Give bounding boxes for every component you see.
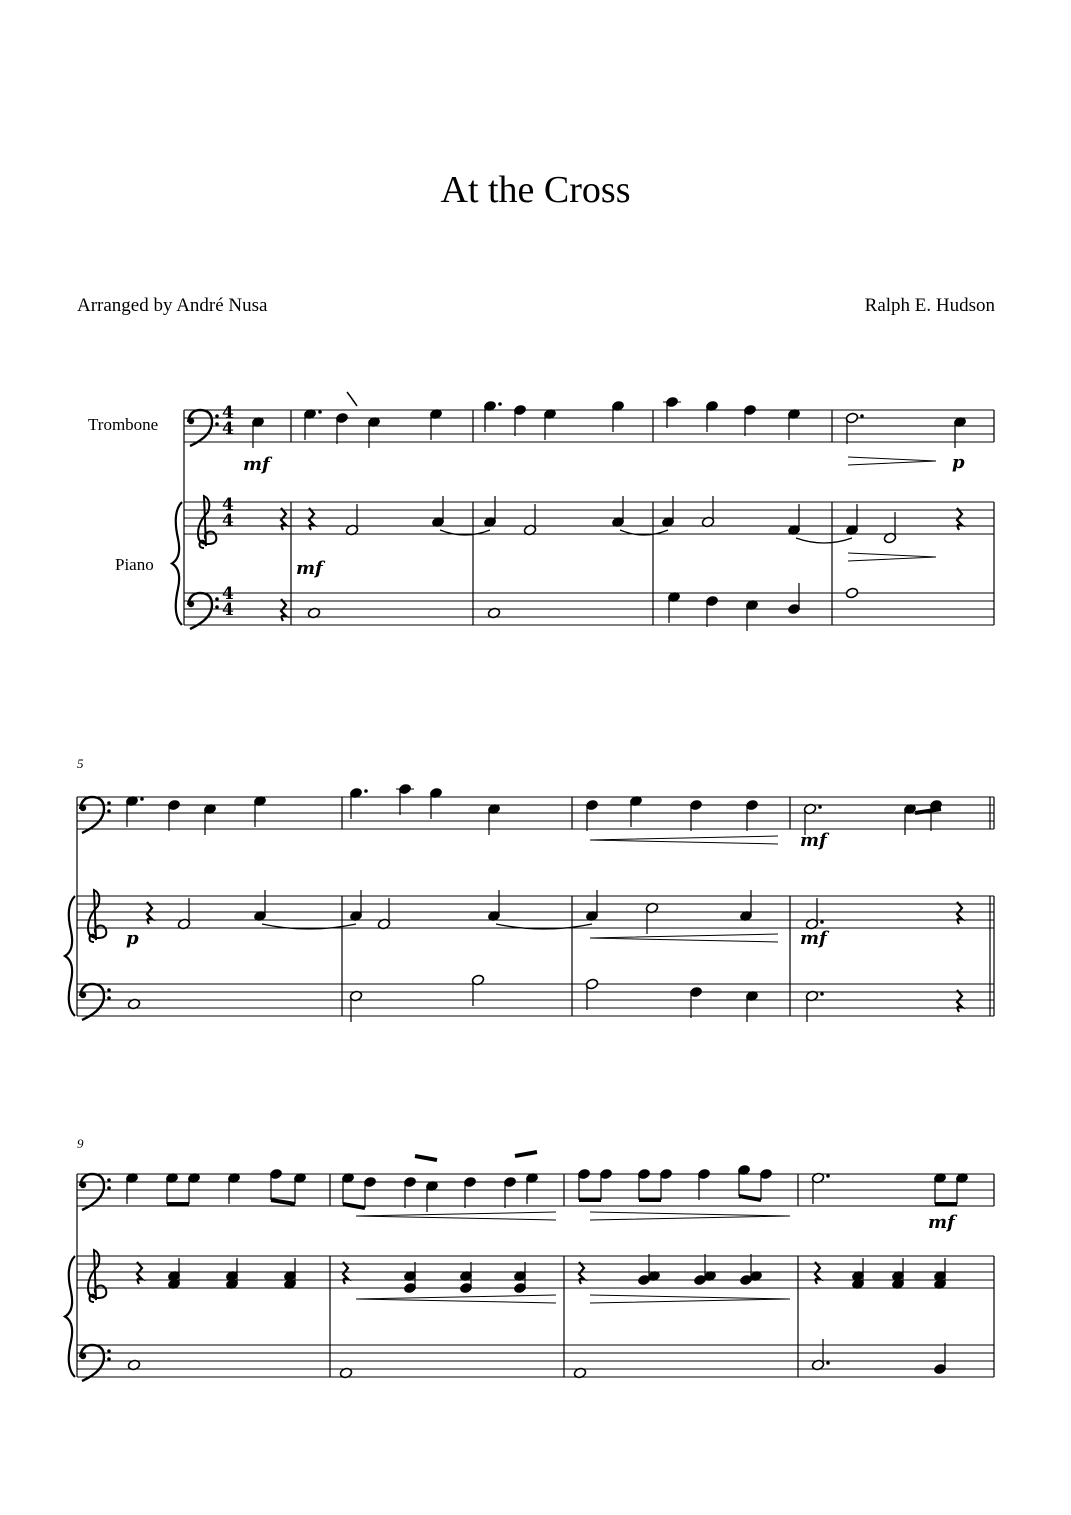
quarter-rest [343, 1262, 348, 1284]
svg-text:4: 4 [222, 403, 234, 423]
treble-clef [198, 496, 216, 548]
bass-clef [107, 1357, 111, 1361]
dot [826, 1174, 830, 1178]
dot [818, 805, 822, 809]
crescendo-hairpin [590, 934, 778, 942]
bass-clef [107, 1186, 111, 1190]
dot [860, 414, 864, 418]
bass-clef [80, 1353, 86, 1359]
bass-clef [80, 1182, 86, 1188]
dynamic-p: p [126, 928, 139, 949]
dot [140, 797, 144, 801]
bass-clef [80, 992, 86, 998]
bass-clef [188, 601, 194, 607]
bass-clef [80, 984, 104, 1020]
bass-clef [107, 1349, 111, 1353]
quarter-rest [281, 508, 286, 530]
composer-credit: Ralph E. Hudson [864, 295, 995, 316]
dot [826, 1361, 830, 1365]
treble-clef [88, 1250, 106, 1302]
bass-clef [80, 805, 86, 811]
bass-clef [215, 414, 219, 418]
whole-note [845, 587, 858, 599]
notes-layer [65, 392, 969, 1381]
bass-clef [188, 418, 194, 424]
bass-clef [107, 801, 111, 805]
score-title: At the Cross [440, 169, 631, 211]
instrument-label-piano: Piano [115, 555, 154, 574]
bass-clef [107, 1178, 111, 1182]
svg-text:4: 4 [222, 511, 234, 531]
dynamic-mf: mf [928, 1212, 955, 1233]
quarter-rest [579, 1262, 584, 1284]
decrescendo-hairpin [848, 553, 936, 561]
piano-brace [172, 502, 182, 625]
svg-text:4: 4 [222, 419, 234, 439]
bass-clef [215, 422, 219, 426]
svg-text:4: 4 [222, 584, 234, 604]
bass-clef [80, 1345, 104, 1381]
bass-clef [107, 996, 111, 1000]
bass-clef [107, 809, 111, 813]
crescendo-hairpin [356, 1212, 556, 1220]
quarter-rest [957, 902, 962, 924]
bass-clef [215, 605, 219, 609]
bass-clef [215, 597, 219, 601]
dot [498, 402, 502, 406]
staff-lines-layer [77, 410, 994, 1377]
beam [515, 1152, 537, 1156]
quarter-rest [957, 990, 962, 1012]
quarter-rest [957, 508, 962, 530]
arranger-credit: Arranged by André Nusa [77, 295, 268, 316]
measure-number-9: 9 [77, 1136, 84, 1151]
dynamic-mf: mf [243, 454, 270, 475]
crescendo-hairpin [356, 1295, 556, 1303]
dynamic-mf: mf [296, 558, 323, 579]
time-signature [222, 403, 234, 620]
dot [820, 992, 824, 996]
decrescendo-hairpin [590, 1212, 790, 1220]
piano-brace [65, 1256, 75, 1377]
quarter-rest [309, 508, 314, 530]
note-flag [347, 392, 357, 406]
dynamic-mf: mf [800, 928, 827, 949]
quarter-rest [815, 1262, 820, 1284]
bass-clef [188, 410, 212, 446]
bass-clef [80, 797, 104, 833]
dot [318, 410, 322, 414]
dot [820, 920, 824, 924]
decrescendo-hairpin [590, 1295, 790, 1303]
quarter-rest [281, 599, 286, 621]
bass-clef [188, 593, 212, 629]
dynamic-mf: mf [800, 830, 827, 851]
piano-brace [65, 896, 75, 1016]
instrument-label-trombone: Trombone [88, 415, 159, 434]
decrescendo-hairpin [848, 457, 936, 465]
measure-number-5: 5 [77, 756, 84, 771]
bass-clef [80, 1174, 104, 1210]
beam [271, 1200, 295, 1204]
quarter-rest [137, 1262, 142, 1284]
beam [915, 809, 941, 813]
dot [364, 789, 368, 793]
treble-clef [88, 890, 106, 942]
dynamic-p: p [952, 452, 965, 473]
bass-clef [107, 988, 111, 992]
svg-text:4: 4 [222, 495, 234, 515]
beam [739, 1196, 761, 1200]
beam [415, 1156, 437, 1160]
quarter-rest [147, 902, 152, 924]
svg-text:4: 4 [222, 600, 234, 620]
crescendo-hairpin [590, 836, 778, 844]
tie [796, 538, 852, 543]
beam [343, 1204, 365, 1208]
